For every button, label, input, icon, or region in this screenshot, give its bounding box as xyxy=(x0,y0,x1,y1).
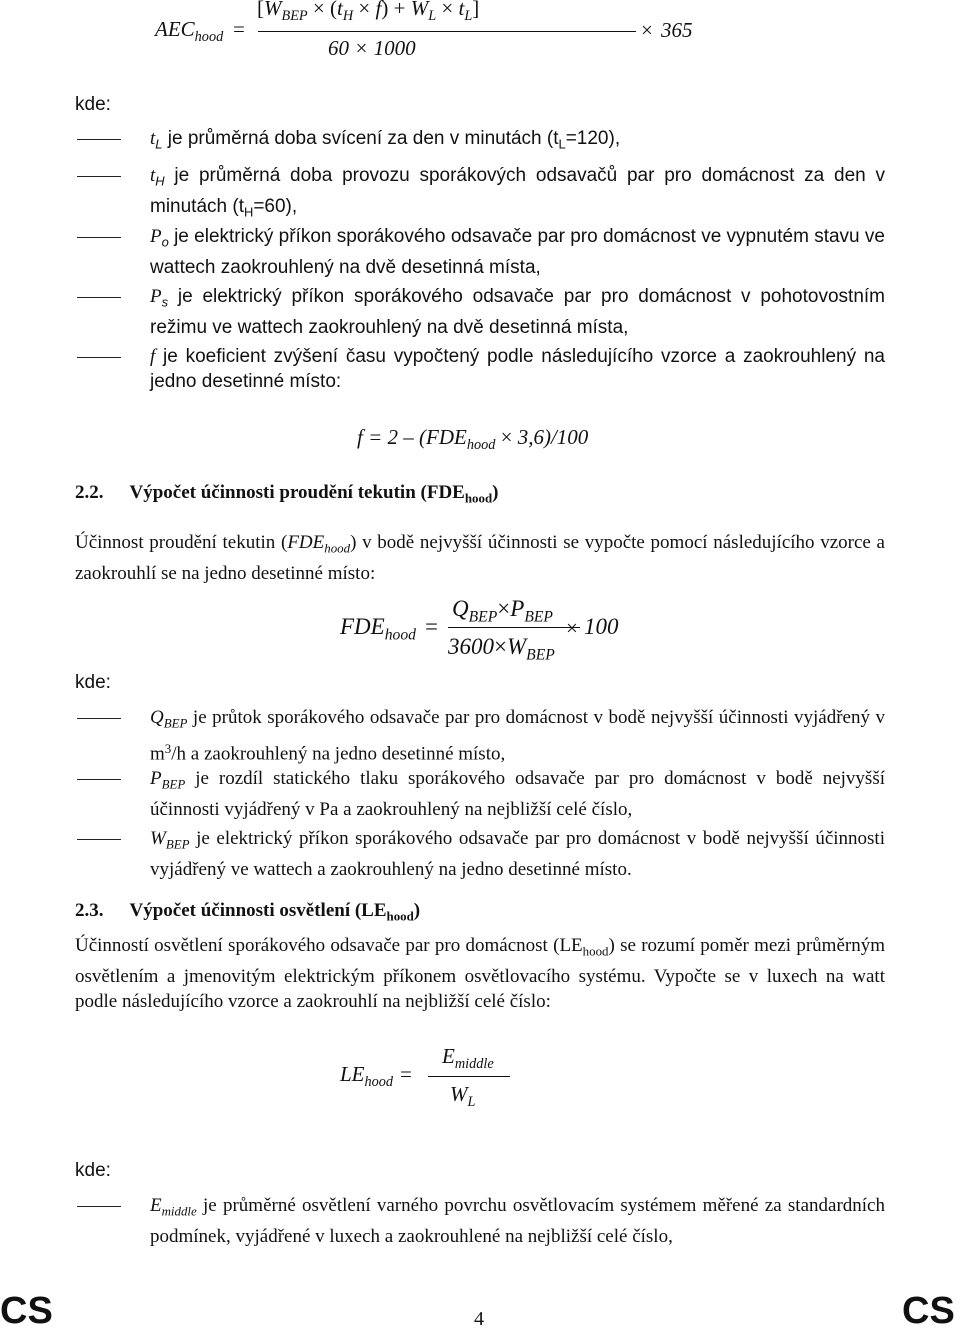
fraction-line xyxy=(258,31,636,32)
list-dash xyxy=(77,718,121,719)
list-dash xyxy=(77,237,121,238)
page-number: 4 xyxy=(474,1308,484,1330)
kde-label: kde: xyxy=(75,94,111,115)
section-heading-2-2: 2.2. Výpočet účinnosti proudění tekutin $(FDE_{hood})$ xyxy=(75,482,499,506)
list-dash xyxy=(77,139,121,140)
definition-f: f je koeficient zvýšení času vypočtený podle následujícího vzorce a zaokrouhlený na jedno desetinné místo: xyxy=(150,346,885,392)
equation-aec: $AEC_{hood}$ = $[W_{BEP} \times (t_H \times f) + W_L \times t_L]$ 60 × 1000 × 365 xyxy=(155,0,693,60)
list-dash xyxy=(77,297,121,298)
paragraph-le: Účinností osvětlení sporákového odsavače par pro domácnost $(LE_{hood})$ se rozumí poměr mezi průměrným osvětlením a jmenovitým elektrickým příkonem osvětlovacího systému. Vypočte se v luxech na watt podle následujícího vzorce a zaokrouhlí na nejbližší celé číslo: xyxy=(75,935,885,1012)
kde-label: kde: xyxy=(75,1160,111,1181)
definition-tH: $t_H$ je průměrná doba provozu sporákových odsavačů par pro domácnost za den v minutách $(t_H=60)$, xyxy=(150,165,885,220)
fraction-line xyxy=(428,1076,510,1077)
kde-label: kde: xyxy=(75,672,111,693)
list-dash xyxy=(77,779,121,780)
fraction-line xyxy=(448,627,580,628)
equation-le: $LE_{hood}$ = $E_{middle}$ $W_L$ xyxy=(340,1044,540,1114)
footer-language-right: CS xyxy=(902,1290,955,1332)
definition-Po: $P_o$ je elektrický příkon sporákového odsavače par pro domácnost ve vypnutém stavu ve wattech zaokrouhlený na dvě desetinná místa, xyxy=(150,226,885,278)
equation-fde: $FDE_{hood}$ = $Q_{BEP}\times P_{BEP}$ $3600\times W_{BEP}$ × 100 xyxy=(340,596,619,664)
footer-language-left: CS xyxy=(0,1290,53,1332)
definition-tL: $t_L$ je průměrná doba svícení za den v minutách $(t_L=120)$, xyxy=(150,128,621,152)
list-dash xyxy=(77,176,121,177)
paragraph-fde: Účinnost proudění tekutin $(FDE_{hood})$ v bodě nejvyšší účinnosti se vypočte pomocí následujícího vzorce a zaokrouhlí se na jedno desetinné místo: xyxy=(75,532,885,584)
definition-Emiddle: $E_{middle}$ je průměrné osvětlení varného povrchu osvětlovacím systémem měřené za standardních podmínek, vyjádřené v luxech a zaokrouhlené na nejbližší celé číslo, xyxy=(150,1195,885,1247)
equation-f: $f = 2 - (FDE_{hood} \times 3,6)/100$ xyxy=(357,425,589,453)
definition-Ps: $P_s$ je elektrický příkon sporákového odsavače par pro domácnost v pohotovostním režimu ve wattech zaokrouhlený na dvě desetinná místa, xyxy=(150,286,885,338)
list-dash xyxy=(77,357,121,358)
definition-QBEP: $Q_{BEP}$ je průtok sporákového odsavače par pro domácnost v bodě nejvyšší účinnosti vyjádřený v $m^3/h$ a zaokrouhlený na jedno desetinné místo, xyxy=(150,707,885,764)
section-heading-2-3: 2.3. Výpočet účinnosti osvětlení $(LE_{hood})$ xyxy=(75,900,421,924)
list-dash xyxy=(77,1206,121,1207)
definition-WBEP: $W_{BEP}$ je elektrický příkon sporákového odsavače par pro domácnost v bodě nejvyšší účinnosti vyjádřený ve wattech a zaokrouhlený na jedno desetinné místo. xyxy=(150,828,885,880)
list-dash xyxy=(77,839,121,840)
definition-PBEP: $P_{BEP}$ je rozdíl statického tlaku sporákového odsavače par pro domácnost v bodě nejvyšší účinnosti vyjádřený v Pa a zaokrouhlený na nejbližší celé číslo, xyxy=(150,768,885,820)
